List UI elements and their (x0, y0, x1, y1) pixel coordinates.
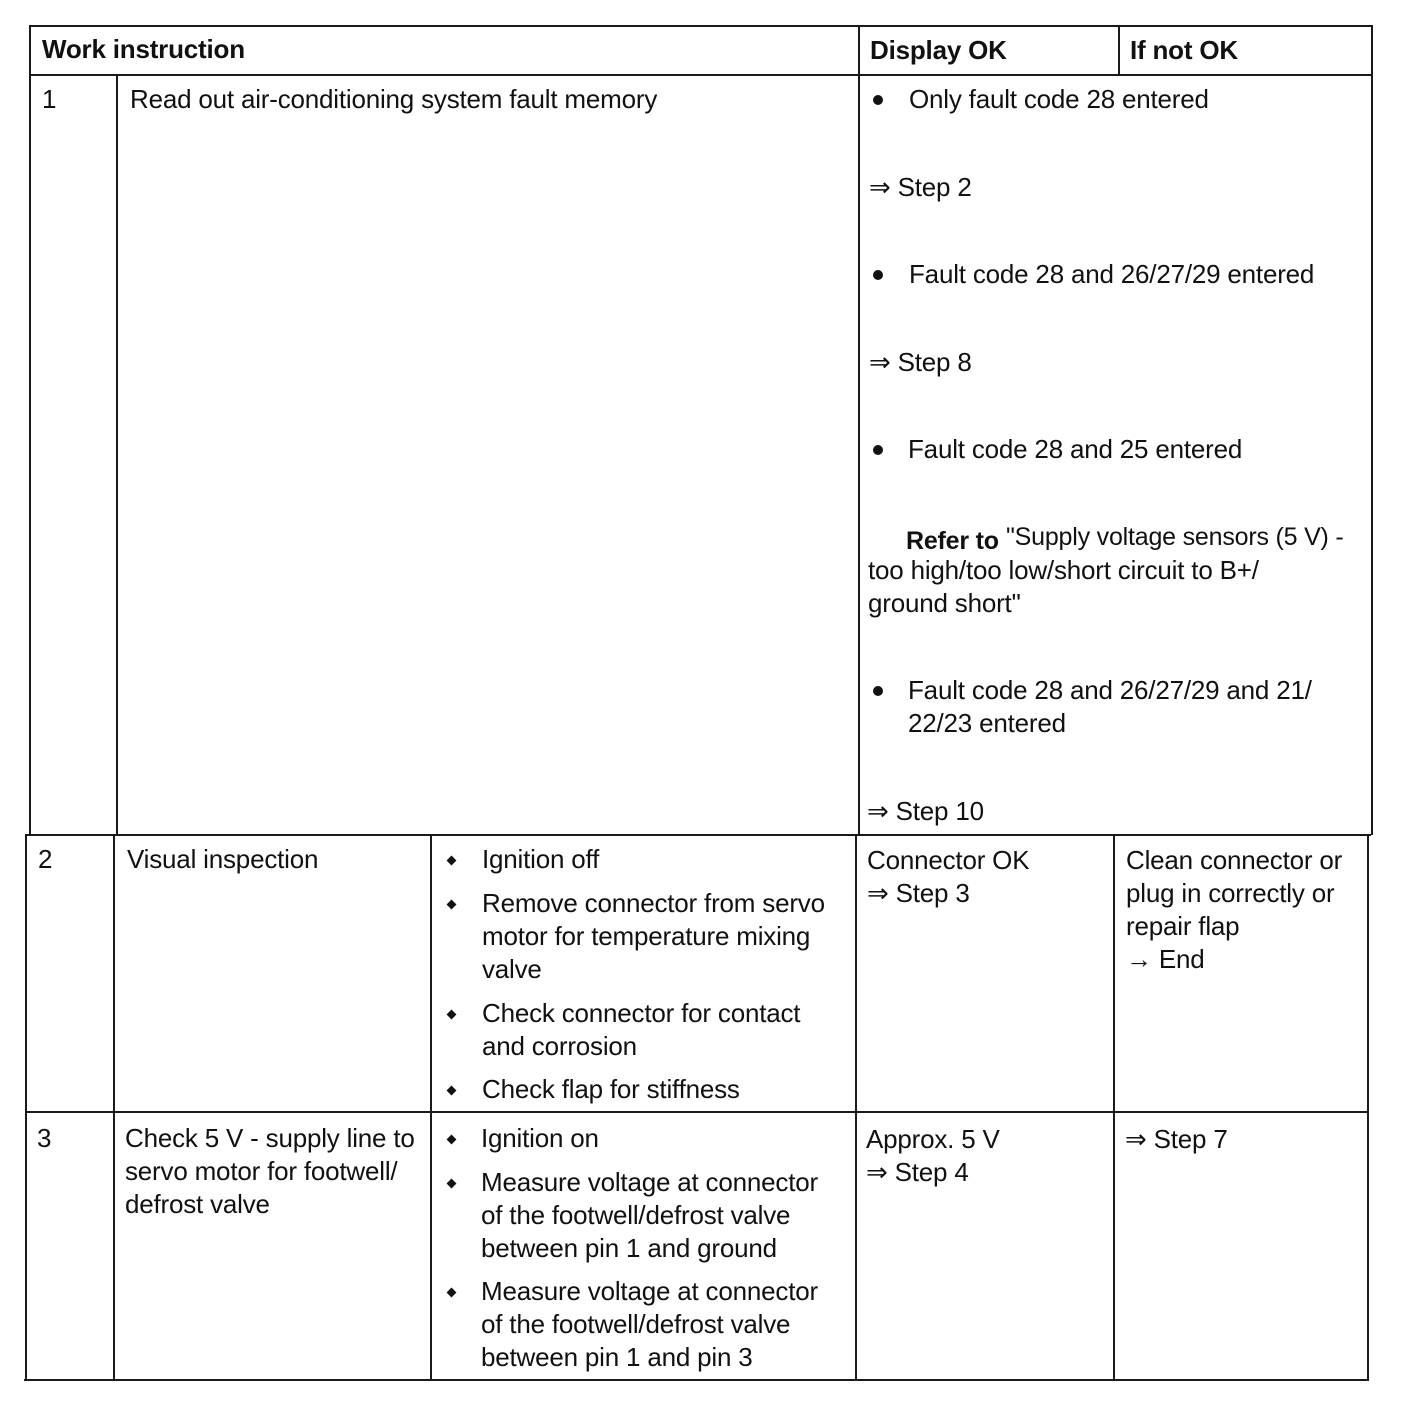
row2-bottom-border (26, 1111, 1369, 1113)
row3-display-ok-line2: ⇒ Step 4 (866, 1157, 969, 1187)
row2-step3-line2: and corrosion (482, 1031, 637, 1061)
diamond-bullet-icon (447, 900, 457, 910)
row2-step4: Check flap for stiffness (482, 1074, 740, 1104)
header-if-not-ok: If not OK (1130, 35, 1238, 65)
row2-not-ok-line2: plug in correctly or (1126, 878, 1335, 908)
table-right-border-lower (1367, 834, 1369, 1381)
row1-case2: Fault code 28 and 26/27/29 entered (909, 259, 1315, 289)
table-left-border-lower (25, 834, 27, 1381)
row2-number: 2 (38, 844, 53, 874)
row2-display-ok-line1: Connector OK (867, 845, 1030, 875)
row2-step1: Ignition off (482, 844, 600, 874)
steps-column-border (430, 834, 432, 1381)
diamond-bullet-icon (447, 1135, 457, 1145)
row2-not-ok-line4: → End (1126, 944, 1205, 974)
row1-result2: ⇒ Step 8 (869, 347, 972, 377)
bullet-dot-icon (873, 95, 883, 105)
row3-not-ok: ⇒ Step 7 (1125, 1124, 1228, 1154)
table-top-border (30, 25, 1373, 27)
diamond-bullet-icon (447, 1086, 457, 1096)
row3-number: 3 (37, 1123, 52, 1153)
row2-instruction: Visual inspection (127, 844, 319, 874)
row2-step2-line1: Remove connector from servo (482, 888, 825, 918)
row3-step3-line1: Measure voltage at connector (481, 1276, 818, 1306)
bullet-dot-icon (873, 686, 883, 696)
header-bottom-border (30, 74, 1373, 76)
diamond-bullet-icon (447, 856, 457, 866)
row3-step2-line3: between pin 1 and ground (481, 1233, 777, 1263)
row1-case3: Fault code 28 and 25 entered (908, 434, 1243, 464)
row1-refer-line2: too high/too low/short circuit to B+/ (868, 555, 1259, 585)
row1-instruction: Read out air-conditioning system fault memory (130, 84, 658, 114)
table-bottom-border (24, 1379, 1368, 1381)
row1-case1: Only fault code 28 entered (909, 84, 1209, 114)
header-display-ok: Display OK (870, 35, 1007, 65)
number-column-border-1 (116, 74, 118, 835)
row3-step3-line2: of the footwell/defrost valve (481, 1309, 791, 1339)
header-work-instruction: Work instruction (42, 34, 245, 64)
diamond-bullet-icon (447, 1010, 457, 1020)
row3-step3-line3: between pin 1 and pin 3 (481, 1342, 753, 1372)
display-column-border-1 (858, 25, 860, 835)
row1-number: 1 (42, 84, 57, 114)
row1-refer-line3: ground short" (868, 588, 1021, 618)
row3-display-ok-line1: Approx. 5 V (866, 1124, 1000, 1154)
bullet-dot-icon (873, 445, 883, 455)
row2-step2-line3: valve (482, 954, 542, 984)
row2-not-ok-line3: repair flap (1126, 911, 1240, 941)
row1-bottom-border (26, 834, 1371, 836)
diamond-bullet-icon (447, 1288, 457, 1298)
number-column-border-2 (113, 834, 115, 1381)
diamond-bullet-icon (447, 1179, 457, 1189)
row1-case4-line1: Fault code 28 and 26/27/29 and 21/ (908, 675, 1312, 705)
row3-instruction-line2: servo motor for footwell/ (125, 1156, 398, 1186)
table-right-border (1371, 25, 1373, 835)
row1-refer-prefix: Refer to (906, 527, 999, 555)
row1-case4-line2: 22/23 entered (908, 708, 1066, 738)
row3-instruction-line3: defrost valve (125, 1189, 270, 1219)
not-ok-column-border-header (1118, 25, 1120, 75)
bullet-dot-icon (873, 270, 883, 280)
row3-step2-line2: of the footwell/defrost valve (481, 1200, 791, 1230)
row3-step1: Ignition on (481, 1123, 599, 1153)
row1-result4: ⇒ Step 10 (867, 796, 984, 826)
not-ok-column-border-lower (1113, 834, 1115, 1381)
row3-step2-line1: Measure voltage at connector (481, 1167, 818, 1197)
row1-refer-line1: "Supply voltage sensors (5 V) - (1006, 523, 1344, 551)
row2-display-ok-line2: ⇒ Step 3 (867, 878, 970, 908)
row3-instruction-line1: Check 5 V - supply line to (125, 1123, 415, 1153)
row2-not-ok-line1: Clean connector or (1126, 845, 1343, 875)
row2-step3-line1: Check connector for contact (482, 998, 801, 1028)
row2-step2-line2: motor for temperature mixing (482, 921, 811, 951)
display-column-border-2 (855, 834, 857, 1381)
row1-result1: ⇒ Step 2 (869, 172, 972, 202)
table-left-border (29, 25, 31, 835)
